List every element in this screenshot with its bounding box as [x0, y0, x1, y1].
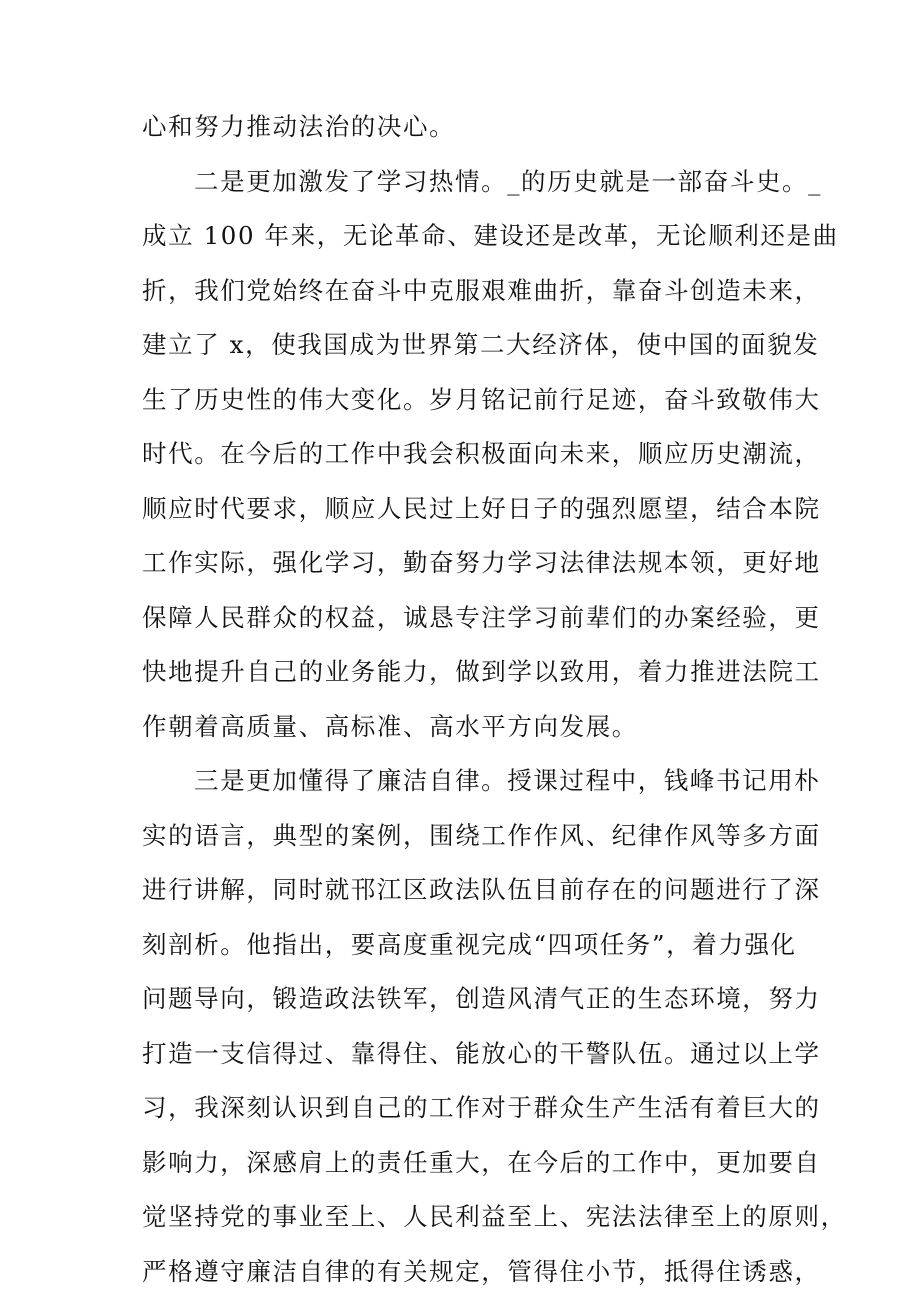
- text-line: 刻剖析。他指出，要高度重视完成“四项任务”，着力强化: [142, 929, 797, 959]
- text-line: 建立了 x，使我国成为世界第二大经济体，使中国的面貌发: [142, 330, 820, 359]
- text-line: 二是更加激发了学习热情。_的历史就是一部奋斗史。_: [194, 166, 822, 196]
- paragraph-continuation: [142, 100, 782, 155]
- paragraph-learning-enthusiasm: [142, 155, 839, 755]
- text-line: 习，我深刻认识到自己的工作对于群众生产生活有着巨大的: [142, 1093, 821, 1122]
- text-line: 顺应时代要求，顺应人民过上好日子的强烈愿望，结合本院: [142, 493, 821, 523]
- text-line: 严格遵守廉洁自律的有关规定，管得住小节，抵得住诱惑，: [142, 1256, 821, 1286]
- document-body: [142, 100, 847, 1299]
- paragraph-integrity-discipline: [142, 754, 847, 1299]
- text-line: 问题导向，锻造政法铁军，创造风清气正的生态环境，努力: [142, 984, 821, 1013]
- text-line: 作朝着高质量、高标准、高水平方向发展。: [142, 711, 638, 741]
- text-line: 成立 100 年来，无论革命、建设还是改革，无论顺利还是曲: [142, 221, 839, 250]
- text-line: 三是更加懂得了廉洁自律。授课过程中，钱峰书记用朴: [194, 766, 821, 795]
- text-line: 实的语言，典型的案例，围绕工作作风、纪律作风等多方面: [142, 820, 821, 850]
- text-line: 时代。在今后的工作中我会积极面向未来，顺应历史潮流，: [142, 439, 821, 468]
- text-line: 生了历史性的伟大变化。岁月铭记前行足迹，奋斗致敬伟大: [142, 384, 821, 414]
- text-line: 保障人民群众的权益，诚恳专注学习前辈们的办案经验，更: [142, 602, 821, 632]
- text-line: 影响力，深感肩上的责任重大，在今后的工作中，更加要自: [142, 1147, 821, 1177]
- text-line: 心和努力推动法治的决心。: [142, 112, 456, 141]
- text-line: 折，我们党始终在奋斗中克服艰难曲折，靠奋斗创造未来，: [142, 275, 821, 305]
- text-line: 工作实际，强化学习，勤奋努力学习法律法规本领，更好地: [142, 548, 821, 577]
- text-line: 快地提升自己的业务能力，做到学以致用，着力推进法院工: [142, 657, 821, 686]
- text-line: 觉坚持党的事业至上、人民利益至上、宪法法律至上的原则，: [142, 1202, 847, 1231]
- text-line: 进行讲解，同时就邗江区政法队伍目前存在的问题进行了深: [142, 875, 821, 904]
- text-line: 打造一支信得过、靠得住、能放心的干警队伍。通过以上学: [142, 1038, 821, 1068]
